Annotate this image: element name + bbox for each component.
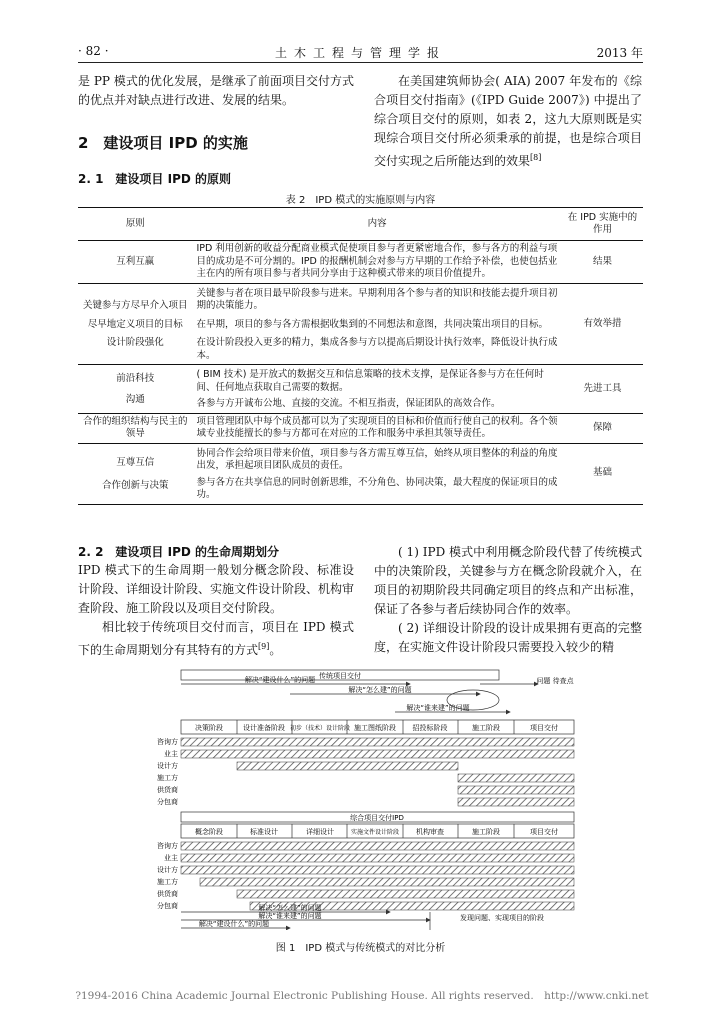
top-phase-2: 设计准备阶段 — [243, 724, 285, 732]
table-row — [78, 413, 643, 443]
left-paragraph-1: IPD 模式下的生命周期一般划分概念阶段、标准设计阶段、详细设计阶段、实施文件设计阶段、机构审查阶段、施工阶段以及项目交付阶段。 — [78, 563, 355, 615]
content-cell: 协同合作会给项目带来价值，项目参与各方需互尊互信，始终从项目整体的利益的角度出发，承担起项目团队成员的责任。 参与各方在共享信息的同时创新思维，不分角色、协同决策，最大程度的保证项目的成功。 — [192, 443, 561, 504]
bottom-arrow-label-1: 解决“怎么建”的问题 — [258, 904, 322, 912]
section-2-2-title: 2. 2 建设项目 IPD 的生命周期划分 — [78, 545, 280, 559]
top-phase-5: 招投标阶段 — [412, 724, 448, 732]
role-cell: 保障 — [562, 413, 643, 443]
header-content: 内容 — [192, 208, 561, 241]
running-header — [78, 40, 643, 63]
svg-text:施工方: 施工方 — [157, 774, 178, 782]
intro-right-text: 在美国建筑师协会( AIA) 2007 年发布的《综合项目交付指南》(《IPD Guide 2007》) 中提出了综合项目交付的原则，如表 2，这九大原则既是实现综合项目交付所必须秉承的前提，也是综合项目交付实现之后所能达到的效果 — [374, 74, 642, 168]
left-paragraph-2: 相比较于传统项目交付而言，项目在 IPD 模式下的生命周期划分有其特有的方式[9]。 — [78, 620, 354, 657]
section-2-title: 2 建设项目 IPD 的实施 — [78, 134, 248, 152]
bottom-phase-1: 概念阶段 — [195, 828, 223, 836]
principle-cell: 互尊互信 合作创新与决策 — [78, 443, 192, 504]
problem-ellipse — [447, 690, 499, 710]
top-role-bars — [181, 738, 574, 806]
intro-right-paragraph — [374, 72, 642, 171]
top-arrow-label-2: 解决“怎么建”的问题 — [348, 686, 412, 694]
citation-9: [9] — [258, 642, 270, 651]
content-cell: 关键参与者在项目最早阶段参与进来。早期利用各个参与者的知识和技能去提升项目初期的决策能力。 在早期，项目的参与各方需根据收集到的不同想法和意图，共同决策出项目的目标。 在设计阶段投入更多的精力，集成各参与方以提高后期设计执行效率，降低设计执行成本。 — [192, 283, 561, 365]
bottom-phase-7: 项目交付 — [530, 828, 558, 836]
bottom-arrow-label-3: 解决“建设什么”的问题 — [198, 920, 270, 928]
bottom-phases — [195, 824, 558, 838]
top-title: 传统项目交付 — [319, 672, 361, 680]
principle-cell: 互利互赢 — [78, 241, 192, 284]
page-number: · 82 · — [78, 44, 109, 58]
svg-text:业主: 业主 — [164, 854, 178, 862]
top-phase-6: 施工阶段 — [472, 724, 500, 732]
bottom-phase-5: 机构审查 — [416, 828, 444, 836]
table-header-row — [78, 208, 643, 241]
issue-year: 2013 年 — [596, 46, 643, 60]
principle-cell: 前沿科技 沟通 — [78, 365, 192, 414]
journal-title: 土木工程与管理学报 — [274, 46, 446, 60]
top-phase-7: 项目交付 — [530, 724, 558, 732]
bottom-phase-4: 实施文件设计阶段 — [350, 829, 400, 836]
role-cell: 基础 — [562, 443, 643, 504]
table-row — [78, 365, 643, 414]
principle-cell: 合作的组织结构与民主的领导 — [78, 413, 192, 443]
svg-text:咨询方: 咨询方 — [157, 842, 178, 850]
svg-text:设计方: 设计方 — [157, 762, 178, 770]
right-paragraph-2: ( 2) 详细设计阶段的设计成果拥有更高的完整度，在实施文件设计阶段只需要投入较少的精 — [374, 621, 642, 654]
svg-text:施工方: 施工方 — [157, 878, 178, 886]
top-arrow-label-1: 解决“建设什么”的问题 — [244, 676, 316, 684]
intro-left-paragraph: 是 PP 模式的优化发展，是继承了前面项目交付方式的优点并对缺点进行改进、发展的结果。 — [78, 74, 354, 107]
svg-text:供货商: 供货商 — [157, 786, 178, 794]
top-phase-4: 施工图纸阶段 — [354, 724, 396, 732]
bottom-title: 综合项目交付IPD — [350, 814, 404, 822]
content-cell: IPD 利用创新的收益分配商业模式促使项目参与者更紧密地合作，参与各方的利益与项目的成功是不可分割的。IPD 的报酬机制会对参与方早期的工作给予补偿，也使包括业主在内的所有项目参与者共同分享由于这种模式带来的项目价值提升。 — [192, 241, 561, 284]
bottom-role-bars — [181, 842, 574, 910]
top-arrow-label-3: 解决“谁来建”的问题 — [406, 704, 470, 712]
top-phase-1: 决策阶段 — [195, 724, 223, 732]
top-role-labels — [157, 737, 178, 806]
figure-svg — [140, 668, 586, 930]
svg-text:分包商: 分包商 — [157, 798, 178, 806]
header-role: 在 IPD 实施中的作用 — [562, 208, 643, 241]
bottom-phase-6: 施工阶段 — [472, 828, 500, 836]
bottom-arrow-label-4: 发现问题、实现项目的阶段 — [460, 914, 544, 922]
right-paragraph-1: ( 1) IPD 模式中利用概念阶段代替了传统模式中的决策阶段，关键参与方在概念阶段就介入，在项目的初期阶段共同确定项目的终点和产出标准，保证了各参与者后续协同合作的效率。 — [374, 545, 642, 616]
table-caption: 表 2 IPD 模式的实施原则与内容 — [285, 195, 436, 206]
svg-text:业主: 业主 — [164, 750, 178, 758]
table-row — [78, 241, 643, 284]
section-2-1-title: 2. 1 建设项目 IPD 的原则 — [78, 172, 232, 186]
top-arrow-label-4: 问题 待查点 — [536, 677, 574, 685]
content-cell: 项目管理团队中每个成员都可以为了实现项目的目标和价值而行使自己的权利。各个领域专业技能擅长的参与方都可在对应的工作和服务中承担其领导责任。 — [192, 413, 561, 443]
role-cell: 结果 — [562, 241, 643, 284]
svg-text:分包商: 分包商 — [157, 902, 178, 910]
svg-text:设计方: 设计方 — [157, 866, 178, 874]
top-phase-3: 初步（技术）设计阶段 — [289, 725, 351, 732]
principle-cell: 关键参与方尽早介入项目 尽早地定义项目的目标 设计阶段强化 — [78, 283, 192, 365]
figure-caption: 图 1 IPD 模式与传统模式的对比分析 — [275, 943, 446, 954]
bottom-phase-3: 详细设计 — [306, 828, 334, 836]
content-cell: ( BIM 技术) 是开放式的数据交互和信息策略的技术支撑，是保证各参与方在任何时间、任何地点获取自己需要的数据。 各参与方开诚布公地、直接的交流。不相互指责，保证团队的高效合作。 — [192, 365, 561, 414]
top-phases — [195, 720, 558, 734]
svg-text:供货商: 供货商 — [157, 890, 178, 898]
header-principle: 原则 — [78, 208, 192, 241]
comparison-figure — [140, 668, 586, 930]
bottom-role-labels — [157, 841, 178, 910]
table-row — [78, 283, 643, 365]
cnki-watermark: ?1994-2016 China Academic Journal Electronic Publishing House. All rights reserved. http://www.cnki.net — [75, 990, 649, 1002]
principles-table — [78, 207, 643, 505]
table-row — [78, 443, 643, 504]
role-cell: 先进工具 — [562, 365, 643, 414]
role-cell: 有效举措 — [562, 283, 643, 365]
bottom-phase-2: 标准设计 — [250, 828, 278, 836]
bottom-arrow-label-2: 解决“谁来建”的问题 — [258, 912, 322, 920]
svg-text:咨询方: 咨询方 — [157, 738, 178, 746]
citation-8: [8] — [530, 153, 542, 162]
